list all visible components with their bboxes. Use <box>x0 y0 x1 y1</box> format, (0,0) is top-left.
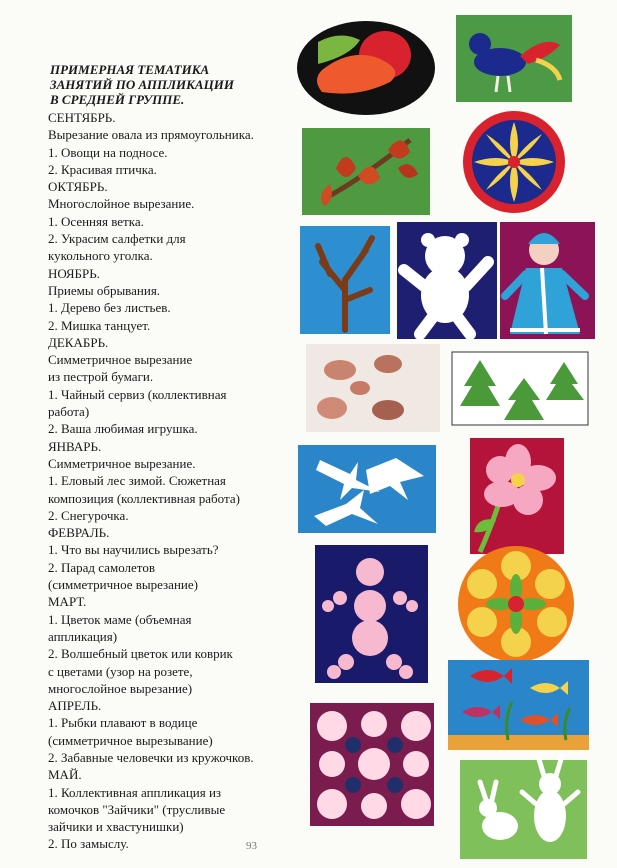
text-line: Симметричное вырезание. <box>48 455 196 471</box>
text-line: 2. Волшебный цветок или коврик <box>48 646 233 662</box>
text-line: НОЯБРЬ. <box>48 265 100 281</box>
bare-tree-image <box>300 226 390 334</box>
text-line: кукольного уголка. <box>48 248 153 264</box>
page-number: 93 <box>246 840 257 852</box>
text-line: 1. Цветок маме (объемная <box>48 611 192 627</box>
text-line: 2. Парад самолетов <box>48 559 155 575</box>
text-line: из пестрой бумаги. <box>48 369 154 385</box>
text-line: Вырезание овала из прямоугольника. <box>48 127 254 143</box>
snow-maiden-image <box>500 222 595 339</box>
tea-set-image <box>306 344 440 432</box>
text-line: АПРЕЛЬ. <box>48 698 102 714</box>
text-line: МАРТ. <box>48 594 87 610</box>
title-line: ПРИМЕРНАЯ ТЕМАТИКА <box>50 62 210 77</box>
circles-rug-image <box>310 703 434 826</box>
text-line: 2. Снегурочка. <box>48 507 129 523</box>
text-line: комочков "Зайчики" (трусливые <box>48 801 226 817</box>
people-from-circles-image <box>315 545 428 683</box>
bird-image <box>456 15 572 102</box>
flower-rosette-image <box>458 546 574 662</box>
text-line: 1. Что вы научились вырезать? <box>48 542 219 558</box>
vegetables-tray-image <box>297 21 435 115</box>
dancing-bear-image <box>397 222 497 339</box>
text-line: 1. Коллективная аппликация из <box>48 784 222 800</box>
text-line: 2. Мишка танцует. <box>48 317 151 333</box>
text-line: 2. Украсим салфетки для <box>48 231 186 247</box>
text-line: многослойное вырезание) <box>48 680 193 696</box>
text-line: зайчики и хвастунишки) <box>48 819 184 835</box>
autumn-branch-image <box>302 128 430 215</box>
text-line: 1. Дерево без листьев. <box>48 300 171 316</box>
planes-image <box>298 445 436 533</box>
text-line: ЯНВАРЬ. <box>48 438 102 454</box>
text-line: ДЕКАБРЬ. <box>48 334 109 350</box>
text-line: Симметричное вырезание <box>48 352 193 368</box>
text-line: работа) <box>48 404 90 420</box>
text-line: композиция (коллективная работа) <box>48 490 240 506</box>
text-line: аппликация) <box>48 628 118 644</box>
text-line: 2. По замыслу. <box>48 836 129 852</box>
text-line: 2. Забавные человечки из кружочков. <box>48 749 254 765</box>
fir-forest-image <box>452 352 588 425</box>
text-line: ОКТЯБРЬ. <box>48 179 108 195</box>
text-line: (симметричное вырезывание) <box>48 732 213 748</box>
text-line: (симметричное вырезание) <box>48 577 198 593</box>
fish-image <box>448 660 589 750</box>
text-line: Многослойное вырезание. <box>48 196 195 212</box>
text-line: 1. Чайный сервиз (коллективная <box>48 386 227 402</box>
text-line: 1. Осенняя ветка. <box>48 213 144 229</box>
hares-image <box>460 756 587 859</box>
title-line: В СРЕДНЕЙ ГРУППЕ. <box>50 92 185 107</box>
title-line: ЗАНЯТИЙ ПО АППЛИКАЦИИ <box>50 77 234 92</box>
text-line: Приемы обрывания. <box>48 282 161 298</box>
text-line: 1. Овощи на подносе. <box>48 144 168 160</box>
text-line: 2. Ваша любимая игрушка. <box>48 421 198 437</box>
napkin-pattern-image <box>463 111 565 213</box>
text-line: МАЙ. <box>48 767 82 783</box>
text-line: 1. Еловый лес зимой. Сюжетная <box>48 473 226 489</box>
text-line: с цветами (узор на розете, <box>48 663 193 679</box>
text-line: 1. Рыбки плавают в водице <box>48 715 198 731</box>
flower-image <box>470 438 564 554</box>
text-line: ФЕВРАЛЬ. <box>48 525 110 541</box>
text-line: 2. Красивая птичка. <box>48 161 157 177</box>
text-line: СЕНТЯБРЬ. <box>48 110 116 125</box>
